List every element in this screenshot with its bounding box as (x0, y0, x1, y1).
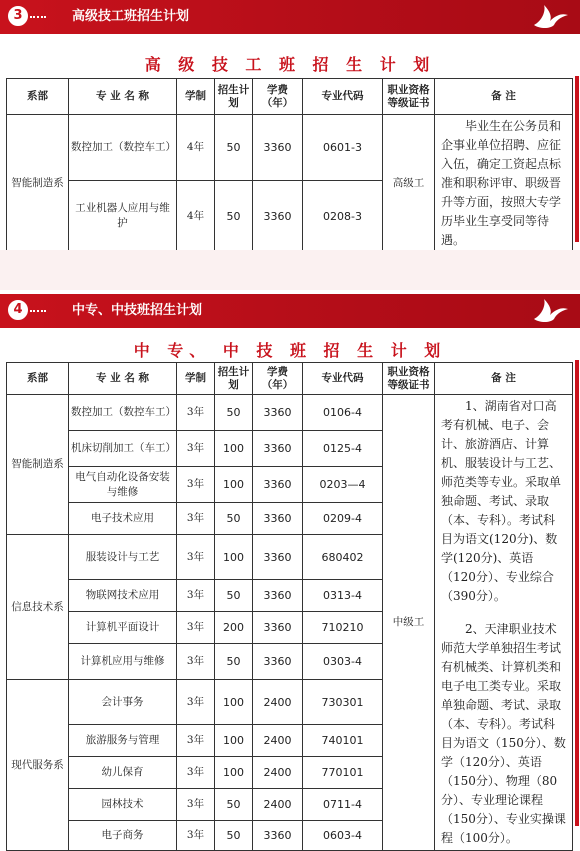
header-quota: 招生计划 (215, 79, 253, 115)
major-cell: 物联网技术应用 (69, 580, 177, 612)
fee-cell: 3360 (253, 535, 303, 580)
header-dept: 系部 (7, 363, 69, 395)
secondary-plan-table (6, 362, 573, 851)
header-fee: 学费（年） (253, 79, 303, 115)
major-cell: 会计事务 (69, 680, 177, 725)
code-cell: 680402 (303, 535, 383, 580)
major-cell: 计算机平面设计 (69, 612, 177, 644)
fee-cell: 2400 (253, 680, 303, 725)
major-cell: 电子技术应用 (69, 503, 177, 535)
code-cell: 0313-4 (303, 580, 383, 612)
cert-cell: 中级工 (383, 395, 435, 851)
code-cell: 0125-4 (303, 431, 383, 467)
code-cell: 0601-3 (303, 115, 383, 181)
years-cell: 3年 (177, 431, 215, 467)
fee-cell: 3360 (253, 612, 303, 644)
table-header-row (7, 363, 573, 395)
dept-cell: 智能制造系 (7, 115, 69, 253)
senior-plan-table (6, 78, 573, 253)
cert-cell: 高级工 (383, 115, 435, 253)
major-cell: 园林技术 (69, 789, 177, 821)
major-cell: 幼儿保育 (69, 757, 177, 789)
dept-cell: 信息技术系 (7, 535, 69, 680)
header-years: 学制 (177, 363, 215, 395)
header-major: 专 业 名 称 (69, 363, 177, 395)
fee-cell: 3360 (253, 503, 303, 535)
table-row (7, 395, 573, 431)
major-cell: 电子商务 (69, 821, 177, 851)
fee-cell: 3360 (253, 644, 303, 680)
quota-cell: 100 (215, 757, 253, 789)
note-paragraph-1: 1、湖南省对口高考有机械、电子、会计、旅游酒店、计算机、服装设计与工艺、师范类等专业。采取单独命题、考试、录取（本、专科）。考试科目为语文(120分)、数学(120分)、英语（120分）、专业综合（390分）。 (441, 399, 562, 603)
quota-cell: 50 (215, 821, 253, 851)
quota-cell: 50 (215, 115, 253, 181)
quota-cell: 100 (215, 431, 253, 467)
years-cell: 3年 (177, 644, 215, 680)
fee-cell: 3360 (253, 821, 303, 851)
fee-cell: 3360 (253, 580, 303, 612)
years-cell: 3年 (177, 535, 215, 580)
header-note: 备 注 (435, 363, 573, 395)
years-cell: 3年 (177, 680, 215, 725)
quota-cell: 50 (215, 503, 253, 535)
code-cell: 770101 (303, 757, 383, 789)
years-cell: 3年 (177, 725, 215, 757)
fee-cell: 2400 (253, 725, 303, 757)
dept-cell: 现代服务系 (7, 680, 69, 851)
table-row (7, 115, 573, 181)
years-cell: 3年 (177, 821, 215, 851)
years-cell: 3年 (177, 395, 215, 431)
fee-cell: 3360 (253, 431, 303, 467)
code-cell: 710210 (303, 612, 383, 644)
years-cell: 4年 (177, 180, 215, 252)
quota-cell: 100 (215, 535, 253, 580)
section-number: 4 (6, 298, 30, 322)
major-cell: 机床切削加工（车工） (69, 431, 177, 467)
code-cell: 740101 (303, 725, 383, 757)
fee-cell: 3360 (253, 395, 303, 431)
header-code: 专业代码 (303, 79, 383, 115)
quota-cell: 50 (215, 644, 253, 680)
quota-cell: 50 (215, 180, 253, 252)
quota-cell: 50 (215, 395, 253, 431)
header-note: 备 注 (435, 79, 573, 115)
dept-cell: 智能制造系 (7, 395, 69, 535)
years-cell: 3年 (177, 789, 215, 821)
header-fee: 学费（年） (253, 363, 303, 395)
fee-cell: 3360 (253, 115, 303, 181)
quota-cell: 50 (215, 580, 253, 612)
major-cell: 服装设计与工艺 (69, 535, 177, 580)
section-banner (0, 294, 580, 328)
years-cell: 3年 (177, 612, 215, 644)
table-title: 中 专、 中 技 班 招 生 计 划 (133, 341, 447, 360)
header-quota: 招生计划 (215, 363, 253, 395)
note-cell: 毕业生在公务员和企事业单位招聘、应征入伍，确定工资起点标准和职称评审、职级晋升等方面，按照大专学历毕业生享受同等待遇。 (435, 115, 573, 253)
code-cell: 0711-4 (303, 789, 383, 821)
major-cell: 计算机应用与维修 (69, 644, 177, 680)
major-cell: 工业机器人应用与维护 (69, 180, 177, 252)
section-number: 3 (6, 4, 30, 28)
table-title: 高 级 技 工 班 招 生 计 划 (144, 55, 436, 74)
years-cell: 3年 (177, 757, 215, 789)
fee-cell: 3360 (253, 180, 303, 252)
years-cell: 3年 (177, 467, 215, 503)
code-cell: 0209-4 (303, 503, 383, 535)
header-cert: 职业资格等级证书 (383, 363, 435, 395)
section-banner (0, 0, 580, 34)
years-cell: 3年 (177, 580, 215, 612)
code-cell: 730301 (303, 680, 383, 725)
quota-cell: 100 (215, 725, 253, 757)
note-paragraph-2: 2、天津职业技术师范大学单独招生考试有机械类、计算机类和电子电工类专业。采取单独命题、考试、录取（本、专科）。考试科目为语文（150分）、数学（120分）、英语（150分）、物理（80分）、专业理论课程（150分）、专业实操课程（100分）。 (441, 622, 566, 845)
quota-cell: 200 (215, 612, 253, 644)
header-dept: 系部 (7, 79, 69, 115)
fee-cell: 2400 (253, 789, 303, 821)
table-header-row (7, 79, 573, 115)
fee-cell: 2400 (253, 757, 303, 789)
major-cell: 数控加工（数控车工） (69, 115, 177, 181)
section-title: 中专、中技班招生计划 (72, 303, 203, 318)
quota-cell: 100 (215, 467, 253, 503)
code-cell: 0208-3 (303, 180, 383, 252)
code-cell: 0303-4 (303, 644, 383, 680)
header-code: 专业代码 (303, 363, 383, 395)
years-cell: 4年 (177, 115, 215, 181)
code-cell: 0203—4 (303, 467, 383, 503)
dove-icon (530, 297, 570, 325)
major-cell: 旅游服务与管理 (69, 725, 177, 757)
code-cell: 0603-4 (303, 821, 383, 851)
code-cell: 0106-4 (303, 395, 383, 431)
section-title: 高级技工班招生计划 (72, 9, 190, 24)
header-cert: 职业资格等级证书 (383, 79, 435, 115)
dove-icon (530, 3, 570, 31)
quota-cell: 50 (215, 789, 253, 821)
major-cell: 数控加工（数控车工） (69, 395, 177, 431)
header-years: 学制 (177, 79, 215, 115)
quota-cell: 100 (215, 680, 253, 725)
fee-cell: 3360 (253, 467, 303, 503)
header-major: 专 业 名 称 (69, 79, 177, 115)
major-cell: 电气自动化设备安装与维修 (69, 467, 177, 503)
years-cell: 3年 (177, 503, 215, 535)
note-cell (435, 395, 573, 851)
